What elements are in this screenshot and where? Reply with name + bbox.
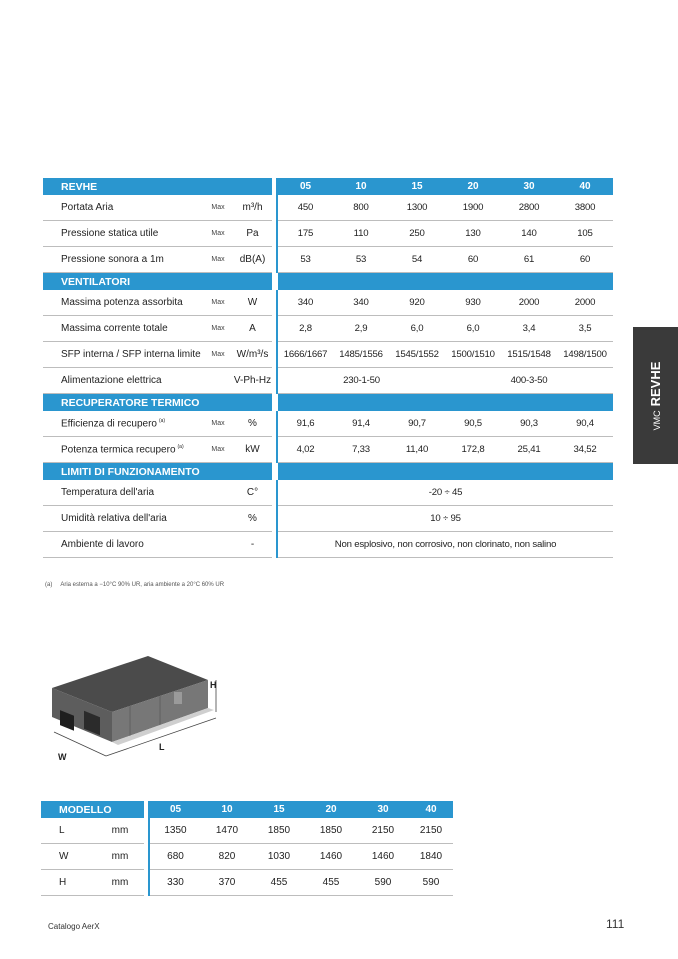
value-cell: 455 xyxy=(253,870,305,896)
row-qualifier: Max xyxy=(203,221,233,247)
value-cell: 1300 xyxy=(389,195,445,221)
row-label-text: Potenza termica recupero xyxy=(61,444,176,456)
value-cell: 6,0 xyxy=(445,316,501,342)
value-cell: 1350 xyxy=(149,818,201,844)
row-label xyxy=(43,411,203,437)
row-unit: dB(A) xyxy=(233,247,272,273)
model-header: 10 xyxy=(333,178,389,195)
table-row xyxy=(43,290,613,316)
value-cell: 4,02 xyxy=(277,437,333,463)
value-cell: 1900 xyxy=(445,195,501,221)
footnote-key: (a) xyxy=(45,582,53,588)
row-label xyxy=(43,247,203,273)
value-cell: 1030 xyxy=(253,844,305,870)
row-label-text: Pressione sonora a 1m xyxy=(61,254,164,265)
value-cell: 1500/1510 xyxy=(445,342,501,368)
value-cell: 1515/1548 xyxy=(501,342,557,368)
table-row xyxy=(43,316,613,342)
table-row xyxy=(43,480,613,506)
value-cell: 130 xyxy=(445,221,501,247)
section-band-right xyxy=(277,394,613,412)
value-cell: 2000 xyxy=(501,290,557,316)
row-label xyxy=(43,437,203,463)
dimensions-title: MODELLO xyxy=(41,801,144,818)
dim-label-h: H xyxy=(210,680,217,690)
row-unit: mm xyxy=(96,818,144,844)
value-cell: 175 xyxy=(277,221,333,247)
value-cell: 920 xyxy=(389,290,445,316)
value-cell: 2800 xyxy=(501,195,557,221)
row-label-text: Temperatura dell'aria xyxy=(61,487,155,498)
row-qualifier: Max xyxy=(203,342,233,368)
side-tab-category: VMC xyxy=(651,409,662,430)
value-cell: 1470 xyxy=(201,818,253,844)
value-cell: 110 xyxy=(333,221,389,247)
value-cell: 930 xyxy=(445,290,501,316)
table-row xyxy=(43,195,613,221)
value-cell: 10 ÷ 95 xyxy=(277,506,613,532)
model-header: 20 xyxy=(305,801,357,818)
row-qualifier xyxy=(203,532,233,558)
side-tab-name: REVHE xyxy=(647,361,663,406)
value-cell: 2,8 xyxy=(277,316,333,342)
value-cell: 250 xyxy=(389,221,445,247)
footnote xyxy=(45,582,224,588)
table-row xyxy=(43,411,613,437)
spec-table xyxy=(43,178,613,558)
value-cell: 25,41 xyxy=(501,437,557,463)
value-cell: 1460 xyxy=(305,844,357,870)
table-row xyxy=(41,818,453,844)
section-band-right xyxy=(277,273,613,291)
row-label xyxy=(43,290,203,316)
unit-control-panel xyxy=(174,692,182,704)
row-label: W xyxy=(41,844,96,870)
row-unit: A xyxy=(233,316,272,342)
value-cell: 1498/1500 xyxy=(557,342,613,368)
row-qualifier: Max xyxy=(203,411,233,437)
value-cell: 400-3-50 xyxy=(445,368,613,394)
section-header xyxy=(43,394,613,412)
value-cell: 11,40 xyxy=(389,437,445,463)
row-label xyxy=(43,221,203,247)
row-qualifier: Max xyxy=(203,195,233,221)
value-cell: 1850 xyxy=(305,818,357,844)
model-header: 05 xyxy=(149,801,201,818)
value-cell: 140 xyxy=(501,221,557,247)
section-title: RECUPERATORE TERMICO xyxy=(43,394,272,412)
value-cell: 820 xyxy=(201,844,253,870)
section-header xyxy=(43,178,613,195)
row-label-text: Ambiente di lavoro xyxy=(61,539,144,550)
row-label-text: SFP interna / SFP interna limite xyxy=(61,349,201,360)
catalog-name: Catalogo AerX xyxy=(48,922,100,931)
value-cell: 34,52 xyxy=(557,437,613,463)
row-unit: V-Ph-Hz xyxy=(233,368,272,394)
value-cell: 53 xyxy=(333,247,389,273)
row-label-text: Umidità relativa dell'aria xyxy=(61,513,167,524)
value-cell: 450 xyxy=(277,195,333,221)
row-unit: % xyxy=(233,411,272,437)
value-cell: 90,3 xyxy=(501,411,557,437)
value-cell: 455 xyxy=(305,870,357,896)
row-label: H xyxy=(41,870,96,896)
row-label-text: Pressione statica utile xyxy=(61,228,159,239)
side-tab xyxy=(633,327,678,464)
model-header: 30 xyxy=(357,801,409,818)
value-cell: 61 xyxy=(501,247,557,273)
section-band-right xyxy=(277,463,613,481)
model-header: 05 xyxy=(277,178,333,195)
row-qualifier: Max xyxy=(203,437,233,463)
section-title: VENTILATORI xyxy=(43,273,272,291)
value-cell: 105 xyxy=(557,221,613,247)
model-header: 15 xyxy=(389,178,445,195)
table-row xyxy=(43,342,613,368)
model-header: 30 xyxy=(501,178,557,195)
row-label-text: Massima corrente totale xyxy=(61,323,168,334)
table-row xyxy=(43,532,613,558)
footnote-ref: (a) xyxy=(177,443,184,450)
section-title: LIMITI DI FUNZIONAMENTO xyxy=(43,463,272,481)
value-cell: 340 xyxy=(333,290,389,316)
model-header: 40 xyxy=(409,801,453,818)
value-cell: 230-1-50 xyxy=(277,368,445,394)
row-unit: W/m³/s xyxy=(233,342,272,368)
model-header: 20 xyxy=(445,178,501,195)
page-number: 111 xyxy=(606,917,625,931)
value-cell: 90,7 xyxy=(389,411,445,437)
value-cell: 2150 xyxy=(357,818,409,844)
value-cell: 90,5 xyxy=(445,411,501,437)
value-cell: 53 xyxy=(277,247,333,273)
dim-label-w: W xyxy=(58,752,67,762)
value-cell: 1460 xyxy=(357,844,409,870)
value-cell: 1485/1556 xyxy=(333,342,389,368)
value-cell: 2150 xyxy=(409,818,453,844)
value-cell: 3,5 xyxy=(557,316,613,342)
section-title: REVHE xyxy=(43,178,272,195)
value-cell: 590 xyxy=(357,870,409,896)
footnote-text: Aria esterna a −10°C 90% UR, aria ambiente a 20°C 60% UR xyxy=(60,582,225,588)
section-header xyxy=(43,273,613,291)
row-unit: - xyxy=(233,532,272,558)
row-unit: W xyxy=(233,290,272,316)
row-qualifier xyxy=(203,368,233,394)
table-row xyxy=(41,870,453,896)
value-cell: 172,8 xyxy=(445,437,501,463)
row-qualifier: Max xyxy=(203,316,233,342)
row-label-text: Portata Aria xyxy=(61,202,114,213)
table-row xyxy=(43,506,613,532)
value-cell: 54 xyxy=(389,247,445,273)
row-qualifier xyxy=(203,480,233,506)
row-label xyxy=(43,342,203,368)
value-cell: 1666/1667 xyxy=(277,342,333,368)
row-label-text: Alimentazione elettrica xyxy=(61,375,162,386)
row-qualifier: Max xyxy=(203,290,233,316)
value-cell: 3,4 xyxy=(501,316,557,342)
row-unit: mm xyxy=(96,870,144,896)
section-header xyxy=(43,463,613,481)
row-unit: Pa xyxy=(233,221,272,247)
dimensions-table xyxy=(41,801,453,896)
value-cell: 340 xyxy=(277,290,333,316)
value-cell: 1840 xyxy=(409,844,453,870)
value-cell: Non esplosivo, non corrosivo, non clorinato, non salino xyxy=(277,532,613,558)
value-cell: 590 xyxy=(409,870,453,896)
table-row xyxy=(43,221,613,247)
value-cell: 680 xyxy=(149,844,201,870)
table-row xyxy=(43,368,613,394)
table-row xyxy=(43,437,613,463)
table-row xyxy=(43,247,613,273)
value-cell: 6,0 xyxy=(389,316,445,342)
value-cell: 2,9 xyxy=(333,316,389,342)
value-cell: 3800 xyxy=(557,195,613,221)
row-unit: C° xyxy=(233,480,272,506)
model-header: 10 xyxy=(201,801,253,818)
value-cell: 60 xyxy=(445,247,501,273)
value-cell: 60 xyxy=(557,247,613,273)
row-label xyxy=(43,316,203,342)
table-row xyxy=(41,844,453,870)
row-qualifier: Max xyxy=(203,247,233,273)
value-cell: 7,33 xyxy=(333,437,389,463)
row-label xyxy=(43,480,203,506)
row-unit: kW xyxy=(233,437,272,463)
row-label xyxy=(43,532,203,558)
footnote-ref: (a) xyxy=(158,417,166,424)
value-cell: 91,4 xyxy=(333,411,389,437)
value-cell: -20 ÷ 45 xyxy=(277,480,613,506)
value-cell: 1850 xyxy=(253,818,305,844)
row-label xyxy=(43,195,203,221)
row-unit: m³/h xyxy=(233,195,272,221)
row-label xyxy=(43,368,203,394)
value-cell: 90,4 xyxy=(557,411,613,437)
value-cell: 370 xyxy=(201,870,253,896)
value-cell: 1545/1552 xyxy=(389,342,445,368)
value-cell: 330 xyxy=(149,870,201,896)
value-cell: 91,6 xyxy=(277,411,333,437)
row-label xyxy=(43,506,203,532)
model-header: 15 xyxy=(253,801,305,818)
row-label: L xyxy=(41,818,96,844)
row-qualifier xyxy=(203,506,233,532)
dimensions-header xyxy=(41,801,453,818)
product-drawing xyxy=(40,650,240,770)
model-header: 40 xyxy=(557,178,613,195)
row-unit: % xyxy=(233,506,272,532)
row-label-text: Efficienza di recupero xyxy=(61,418,157,430)
value-cell: 2000 xyxy=(557,290,613,316)
dim-label-l: L xyxy=(159,742,165,752)
row-unit: mm xyxy=(96,844,144,870)
value-cell: 800 xyxy=(333,195,389,221)
row-label-text: Massima potenza assorbita xyxy=(61,297,183,308)
